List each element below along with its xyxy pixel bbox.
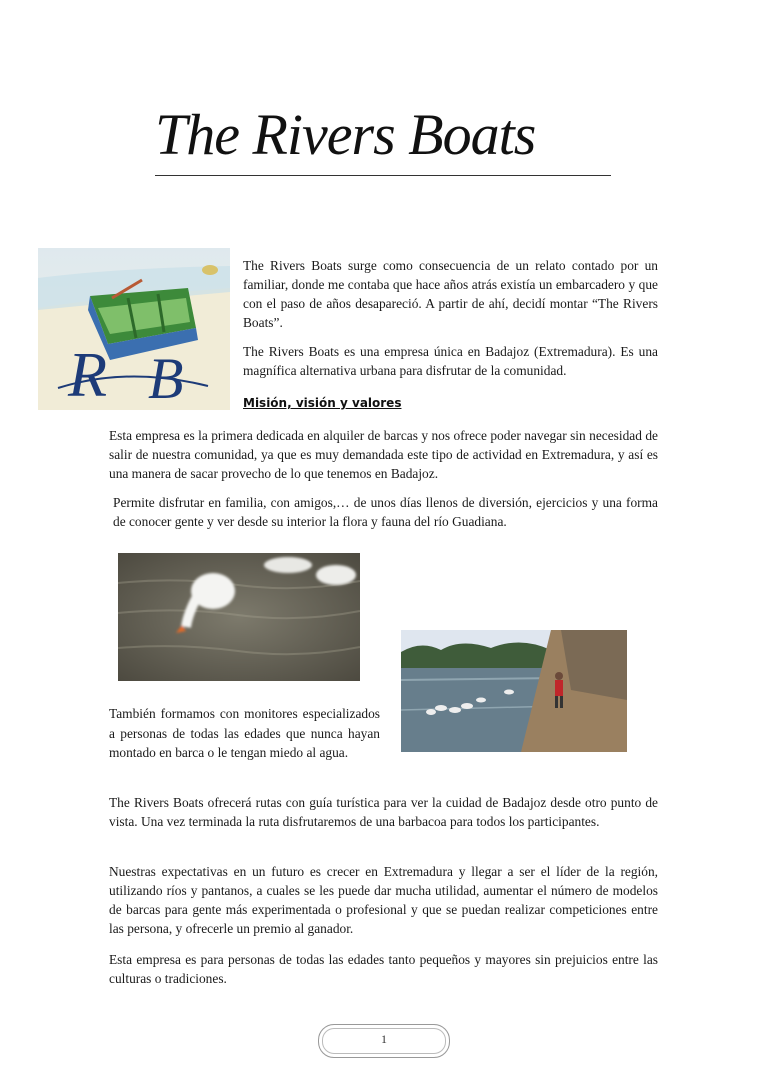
monogram-b: B (148, 346, 184, 410)
body-paragraph-1: Esta empresa es la primera dedicada en alquiler de barcas y nos ofrece poder navegar sin necesidad de salir de nuestra comunidad, ya que es muy demandada este tipo de actividad en Extremadura, y así es una manera de sacar provecho de lo que tenemos en Badajoz. (109, 428, 658, 481)
intro-paragraph-1: The Rivers Boats surge como consecuencia de un relato contado por un familiar, donde me contaba que hace años atrás existía un embarcadero y que con el paso de años desapareció. A partir de ahí, decidí montar “The Rivers Boats”. (243, 258, 658, 330)
document-title: The Rivers Boats (155, 102, 536, 167)
intro-paragraph-2: The Rivers Boats es una empresa única en Badajoz (Extremadura). Es una magnífica alternativa urbana para disfrutar de la comunidad. (243, 344, 658, 378)
monogram-r: R (68, 339, 108, 410)
buoy-icon (202, 265, 218, 275)
body-paragraph-2: Permite disfrutar en familia, con amigos,… de unos días llenos de diversión, ejercicios y una forma de conocer gente y ver desde su interior la flora y fauna del río Guadiana. (113, 495, 658, 529)
body-paragraph-6: Esta empresa es para personas de todas las edades tanto pequeños y mayores sin prejuicios entre las culturas o tradiciones. (109, 952, 658, 986)
body-paragraph-5: Nuestras expectativas en un futuro es crecer en Extremadura y llegar a ser el líder de la región, utilizando ríos y pantanos, a cuales se les puede dar mucha utilidad, aumentar el número de modelos de barcas para gente más experimentada o profesional y que se puedan realizar competiciones entre las persona, y ofrecerle un premio al ganador. (109, 864, 658, 936)
section-heading: Misión, visión y valores (243, 396, 402, 410)
body-paragraph-3: También formamos con monitores especializados a personas de todas las edades que nunca hayan montado en barca o le tengan miedo al agua. (109, 706, 380, 760)
geese-photo (118, 553, 360, 681)
river-photo (401, 630, 627, 752)
title-underline (155, 175, 611, 176)
boat-logo (38, 248, 230, 410)
page-number: 1 (381, 1032, 387, 1046)
body-paragraph-4: The Rivers Boats ofrecerá rutas con guía turística para ver la cuidad de Badajoz desde otro punto de vista. Una vez terminada la ruta disfrutaremos de una barbacoa para todos los participantes. (109, 795, 658, 829)
